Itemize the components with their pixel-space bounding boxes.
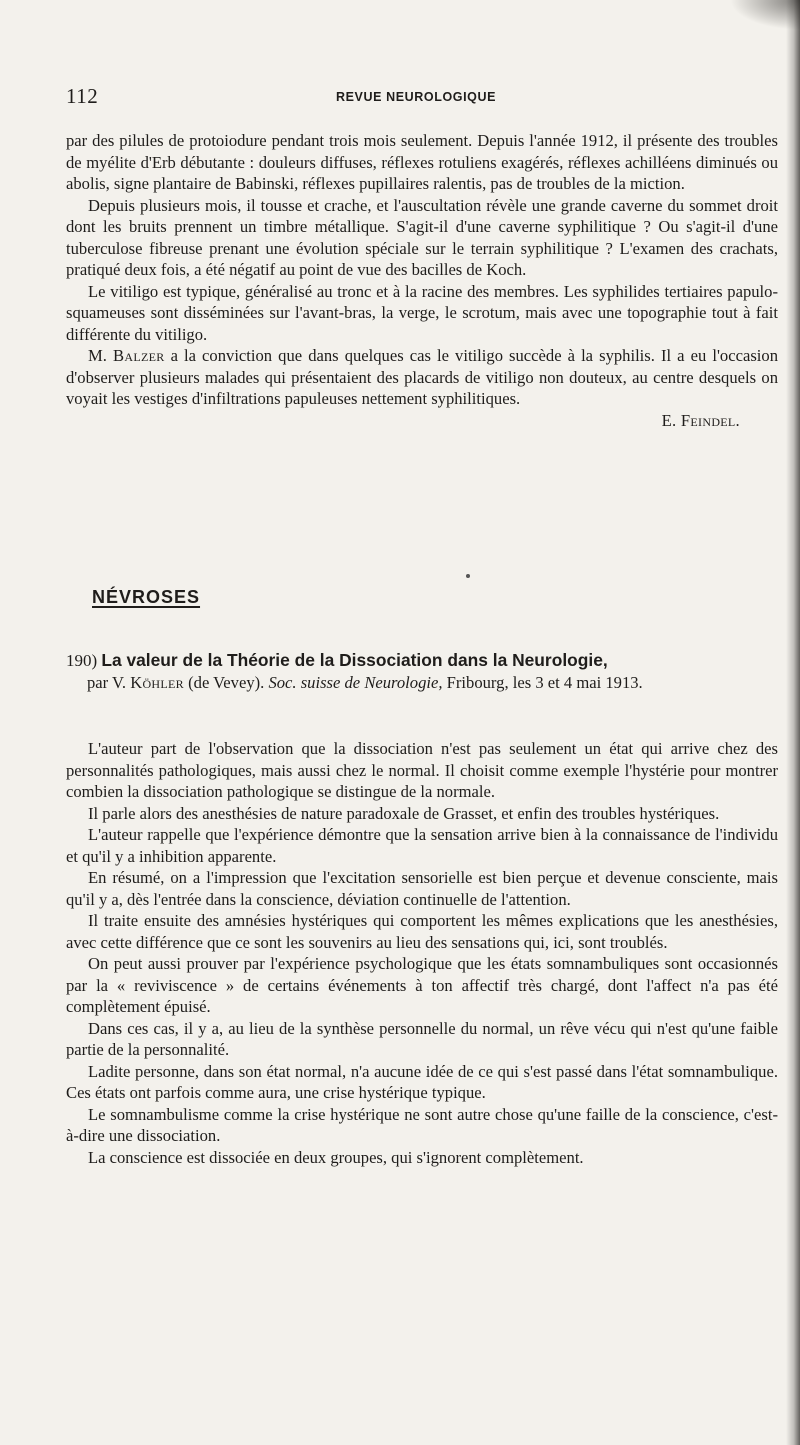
previous-article-text	[66, 130, 778, 431]
article-number: 190)	[66, 651, 98, 670]
byline-prefix: par V.	[87, 672, 131, 692]
article-source: Soc. suisse de Neurologie,	[268, 672, 443, 692]
paragraph: L'auteur part de l'observation que la dissociation n'est pas seulement un état qui arrive chez des personnalités pathologiques, mais aussi chez le normal. Il choisit comme exemple l'hystérie pour montrer combien la dissociation pathologique se distingue de la normale.	[66, 739, 778, 801]
place-date: Fribourg, les 3 et 4 mai 1913.	[442, 672, 643, 692]
paragraph-prefix: M.	[88, 346, 113, 365]
article-author: Köhler	[130, 672, 184, 692]
author-affiliation: (de Vevey).	[183, 672, 269, 692]
paragraph-text: a la conviction que dans quelques cas le vitiligo succède à la syphilis. Il a eu l'occasion d'observer plusieurs malades qui présentaient des placards de vitiligo non douteux, au centre desquels on voyait les vestiges d'infiltrations papuleuses nettement syphilitiques.	[66, 346, 778, 408]
section-title: NÉVROSES	[92, 587, 201, 607]
paragraph: Il parle alors des anesthésies de nature paradoxale de Grasset, et enfin des troubles hystériques.	[88, 803, 720, 823]
paragraph: Depuis plusieurs mois, il tousse et crache, et l'auscultation révèle une grande caverne du sommet droit dont les bruits prennent un timbre métallique. S'agit-il d'une caverne syphilitique ? Ou s'agit-il d'une tuberculose fibreuse prenant une évolution spéciale sur le terrain syphilitique ? L'examen des crachats, pratiqué deux fois, a été négatif au point de vue des bacilles de Koch.	[66, 195, 778, 279]
person-name: Balzer	[112, 346, 165, 365]
article-title-line	[66, 650, 778, 672]
paragraph: Le somnambulisme comme la crise hystérique ne sont autre chose qu'une faille de la conscience, c'est-à-dire une dissociation.	[66, 1104, 778, 1145]
signature: E. Feindel.	[661, 410, 740, 430]
article-byline	[66, 672, 778, 694]
ink-speck	[466, 574, 470, 578]
page-edge-shadow	[786, 0, 800, 1445]
paragraph: Le vitiligo est typique, généralisé au tronc et à la racine des membres. Les syphilides tertiaires papulo-squameuses sont disséminées sur l'avant-bras, la verge, le scrotum, mais avec une topographie tout à fait différente du vitiligo.	[66, 281, 778, 344]
paragraph	[66, 345, 778, 410]
article-body	[66, 738, 778, 1168]
paragraph: Dans ces cas, il y a, au lieu de la synthèse personnelle du normal, un rêve vécu qui n'est qu'une faible partie de la personnalité.	[66, 1018, 778, 1059]
paragraph: L'auteur rappelle que l'expérience démontre que la sensation arrive bien à la connaissance de l'individu et qu'il y a inhibition apparente.	[66, 825, 778, 866]
page-header	[66, 84, 766, 110]
paragraph: par des pilules de protoiodure pendant trois mois seulement. Depuis l'année 1912, il présente des troubles de myélite d'Erb débutante : douleurs diffuses, réflexes rotuliens exagérés, réflexes achilléens diminués ou abolis, signe plantaire de Babinski, réflexes pupillaires ralentis, pas de troubles de la miction.	[66, 131, 778, 193]
paragraph: Ladite personne, dans son état normal, n'a aucune idée de ce qui s'est passé dans l'état somnambulique. Ces états ont parfois comme aura, une crise hystérique typique.	[66, 1061, 778, 1102]
paragraph: On peut aussi prouver par l'expérience psychologique que les états somnambuliques sont occasionnés par la « reviviscence » de certains événements à ton affectif très chargé, dont l'affect n'a pas été complètement épuisé.	[66, 954, 778, 1016]
paragraph: Il traite ensuite des amnésies hystériques qui comportent les mêmes explications que les anesthésies, avec cette différence que ce sont les souvenirs au lieu des sensations qui, ici, sont troublés.	[66, 911, 778, 952]
running-title: REVUE NEUROLOGIQUE	[335, 90, 497, 104]
paragraph: En résumé, on a l'impression que l'excitation sensorielle est bien perçue et devenue consciente, mais qu'il y a, dès l'entrée dans la conscience, déviation continuelle de l'attention.	[66, 868, 778, 909]
page-number: 112	[66, 84, 99, 108]
article-heading	[66, 650, 778, 693]
paragraph: La conscience est dissociée en deux groupes, qui s'ignorent complètement.	[88, 1147, 584, 1167]
article-title: La valeur de la Théorie de la Dissociation dans la Neurologie,	[101, 650, 608, 670]
corner-shadow	[730, 0, 800, 30]
